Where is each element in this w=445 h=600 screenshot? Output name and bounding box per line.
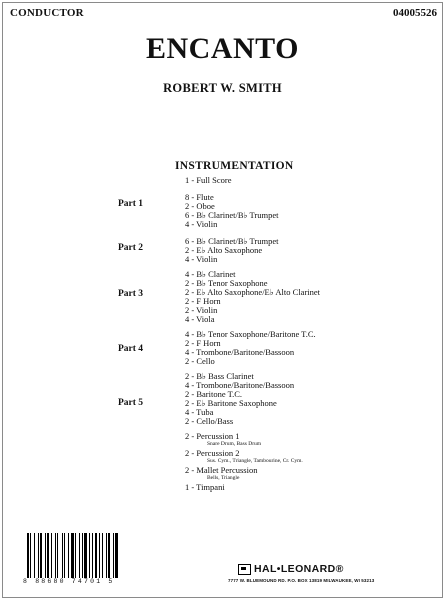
- publisher-logo-text: HAL•LEONARD®: [254, 563, 344, 575]
- instrument-line: 4 - Trombone/Baritone/Bassoon: [185, 380, 295, 390]
- barcode-bar: [99, 533, 100, 578]
- instrumentation-heading: INSTRUMENTATION: [175, 160, 294, 172]
- barcode: [23, 533, 121, 585]
- part-4-label: Part 4: [118, 344, 144, 354]
- barcode-bar: [55, 533, 56, 578]
- barcode-bar: [45, 533, 46, 578]
- instrument-line: 1 - Full Score: [185, 175, 232, 185]
- instrument-subline: Sus. Cym., Triangle, Tambourine, Cr. Cym.: [207, 458, 303, 464]
- barcode-bar: [64, 533, 65, 578]
- part-1-label: Part 1: [118, 199, 144, 209]
- instrument-line: 6 - B♭ Clarinet/B♭ Trumpet: [185, 210, 279, 220]
- instrument-line: 8 - Flute: [185, 192, 214, 202]
- publisher-logo: [238, 563, 344, 575]
- barcode-bar: [75, 533, 76, 578]
- instrument-line: 2 - E♭ Alto Saxophone/E♭ Alto Clarinet: [185, 287, 321, 297]
- barcode-number: 8 88680 74701 5: [23, 578, 115, 585]
- part-2-label: Part 2: [118, 243, 144, 253]
- barcode-bar: [47, 533, 50, 578]
- instrument-line: 2 - Oboe: [185, 201, 215, 211]
- instrument-line: 2 - Violin: [185, 305, 218, 315]
- instrument-line: 2 - E♭ Alto Saxophone: [185, 245, 263, 255]
- barcode-bar: [82, 533, 83, 578]
- barcode-bar: [51, 533, 52, 578]
- barcode-bar: [38, 533, 39, 578]
- instrument-line: 2 - B♭ Tenor Saxophone: [185, 278, 268, 288]
- composer-name: ROBERT W. SMITH: [163, 81, 282, 95]
- page-title: ENCANTO: [146, 32, 299, 65]
- barcode-bar: [62, 533, 63, 578]
- barcode-bar: [113, 533, 114, 578]
- instrument-line: 2 - E♭ Baritone Saxophone: [185, 398, 277, 408]
- barcode-bar: [71, 533, 74, 578]
- instrument-line: 4 - Trombone/Baritone/Bassoon: [185, 347, 295, 357]
- instrument-line: 4 - Viola: [185, 314, 215, 324]
- barcode-bar: [95, 533, 97, 578]
- instrument-line: 1 - Timpani: [185, 482, 225, 492]
- instrument-line: 2 - Baritone T.C.: [185, 389, 243, 399]
- instrument-line: 2 - Percussion 2: [185, 448, 240, 458]
- instrument-line: 4 - B♭ Clarinet: [185, 269, 236, 279]
- header-catalog-number: 04005526: [393, 7, 437, 19]
- barcode-bar: [79, 533, 80, 578]
- barcode-bar: [92, 533, 93, 578]
- instrument-line: 2 - F Horn: [185, 296, 221, 306]
- instrument-subline: Snare Drum, Bass Drum: [207, 441, 262, 447]
- part-5-label: Part 5: [118, 398, 144, 408]
- instrument-line: 2 - Cello/Bass: [185, 416, 234, 426]
- barcode-bar: [30, 533, 31, 578]
- barcode-bar: [68, 533, 70, 578]
- publisher-address: 7777 W. BLUEMOUND RD. P.O. BOX 13819 MILWAUKEE, WI 53213: [228, 578, 375, 583]
- hal-leonard-logo-icon: [238, 564, 251, 575]
- instrument-line: 2 - B♭ Bass Clarinet: [185, 371, 254, 381]
- instrument-line: 4 - Violin: [185, 254, 218, 264]
- barcode-bar: [89, 533, 91, 578]
- instrument-line: 4 - Violin: [185, 219, 218, 229]
- barcode-bar: [84, 533, 87, 578]
- instrument-line: 2 - Mallet Percussion: [185, 465, 258, 475]
- barcode-bar: [115, 533, 118, 578]
- instrument-line: 2 - Cello: [185, 356, 215, 366]
- barcode-bar: [27, 533, 29, 578]
- instrument-line: 4 - Tuba: [185, 407, 214, 417]
- barcode-bar: [102, 533, 103, 578]
- instrument-line: 6 - B♭ Clarinet/B♭ Trumpet: [185, 236, 279, 246]
- barcode-bar: [106, 533, 107, 578]
- instrument-subline: Bells, Triangle: [207, 475, 240, 481]
- barcode-bar: [34, 533, 35, 578]
- instrument-line: 2 - Percussion 1: [185, 431, 240, 441]
- instrument-line: 4 - B♭ Tenor Saxophone/Baritone T.C.: [185, 329, 316, 339]
- instrument-line: 2 - F Horn: [185, 338, 221, 348]
- part-3-label: Part 3: [118, 289, 144, 299]
- header-conductor: CONDUCTOR: [10, 7, 84, 19]
- barcode-bar: [108, 533, 110, 578]
- barcode-bar: [40, 533, 42, 578]
- barcode-bar: [57, 533, 59, 578]
